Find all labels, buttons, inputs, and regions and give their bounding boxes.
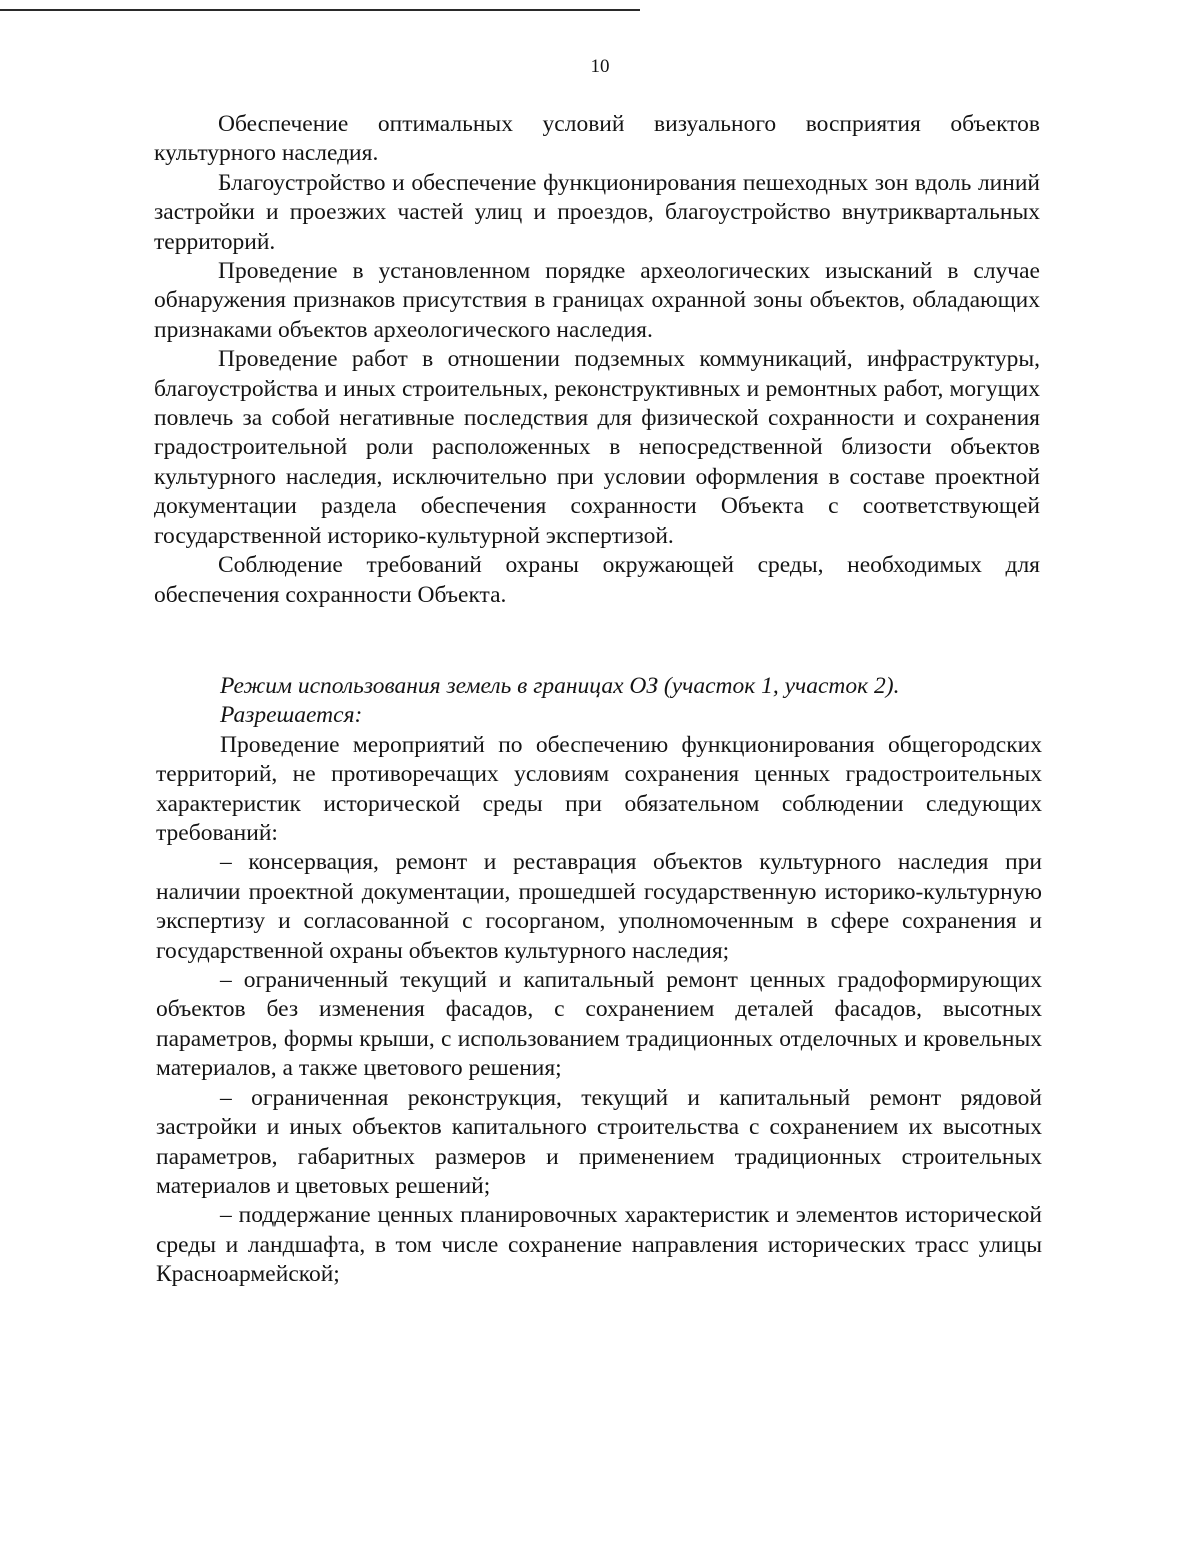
paragraph: Проведение работ в отношении подземных коммуникаций, инфраструктуры, благоустройства и иных строительных, реконструктивных и ремонтных работ, могущих повлечь за собой негативные последствия для физической сохранности и сохранения градостроительной роли расположенных в непосредственной близости объектов культурного наследия, исключительно при условии оформления в составе проектной документации раздела обеспечения сохранности Объекта с соответствующей государственной историко-культурной экспертизой. [154,346,1040,549]
section-heading: Режим использования земель в границах ОЗ (участок 1, участок 2). [220,673,900,699]
page-number: 10 [590,56,610,77]
list-item: – ограниченная реконструкция, текущий и капитальный ремонт рядовой застройки и иных объектов капитального строительства с сохранением их высотных параметров, габаритных размеров и применением традиционных строительных материалов и цветовых решений; [156,1084,1042,1199]
paragraph: Соблюдение требований охраны окружающей среды, необходимых для обеспечения сохранности Объекта. [154,552,1040,608]
section-general-requirements [154,110,1040,610]
paragraph: Проведение мероприятий по обеспечению функционирования общегородских территорий, не противоречащих условиям сохранения ценных градостроительных характеристик исторической среды при обязательном соблюдении следующих требований: [156,731,1042,847]
list-item: – ограниченный текущий и капитальный ремонт ценных градоформирующих объектов без изменения фасадов, с сохранением деталей фасадов, высотных параметров, формы крыши, с использованием традиционных отделочных и кровельных материалов, а также цветового решения; [156,967,1042,1082]
section-subheading: Разрешается: [220,702,363,729]
list-item: – консервация, ремонт и реставрация объектов культурного наследия при наличии проектной документации, прошедшей государственную историко-культурную экспертизу и согласованной с госорганом, уполномоченным в сфере сохранения и государственной охраны объектов культурного наследия; [156,849,1042,964]
section-land-use-regime [156,672,1042,1290]
scan-edge-line [0,9,640,11]
paragraph: Обеспечение оптимальных условий визуального восприятия объектов культурного наследия. [154,111,1040,167]
list-item: – поддержание ценных планировочных характеристик и элементов исторической среды и ландшафта, в том числе сохранение направления исторических трасс улицы Красноармейской; [156,1202,1042,1288]
paragraph: Благоустройство и обеспечение функционирования пешеходных зон вдоль линий застройки и проезжих частей улиц и проездов, благоустройство внутриквартальных территорий. [154,169,1040,255]
paragraph: Проведение в установленном порядке археологических изысканий в случае обнаружения признаков присутствия в границах охранной зоны объектов, обладающих признаками объектов археологического наследия. [154,258,1040,343]
